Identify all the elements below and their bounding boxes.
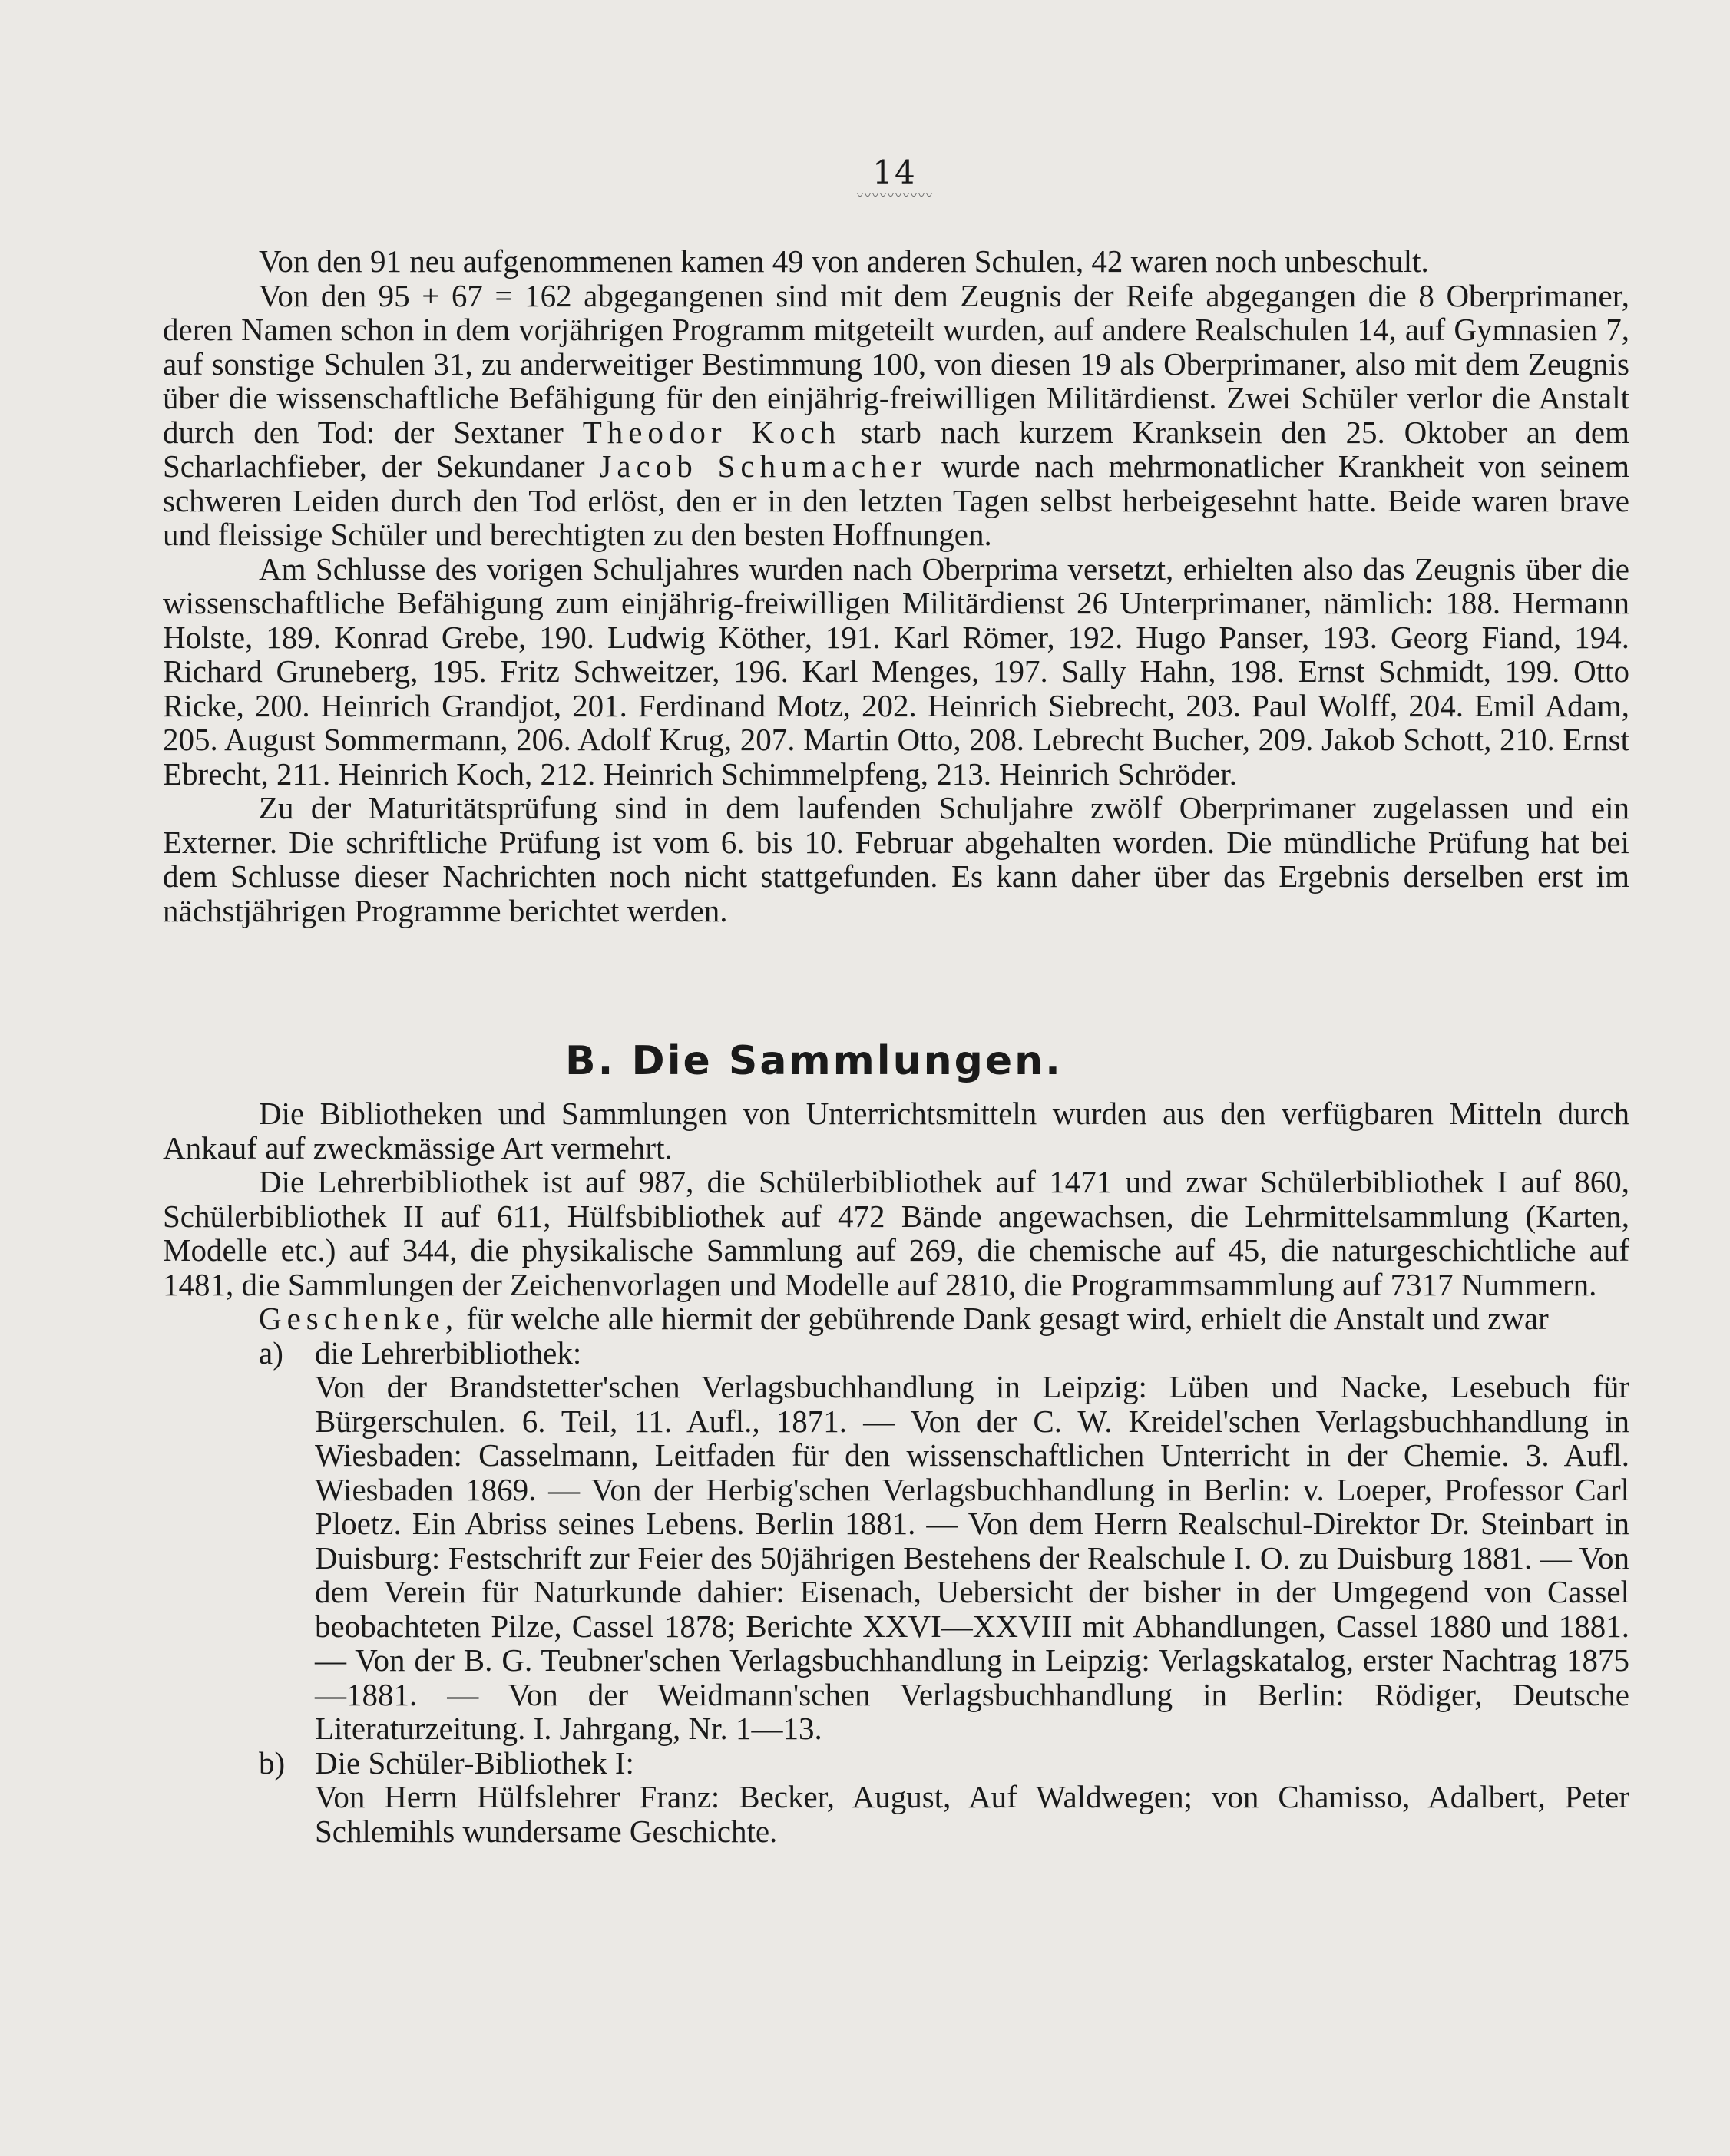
paragraph-libraries: Die Bibliotheken und Sammlungen von Unterrichtsmitteln wurden aus den verfügbaren Mitteln durch Ankauf auf zweckmässige Art vermehrt. (163, 1096, 1629, 1166)
departures-text-2: starb nach kurzem Kranksein den 25. Oktober an dem Scharlachfieber, der Sekundaner (163, 414, 1630, 484)
section-a-text (163, 244, 1629, 928)
list-item-teacher-library (163, 1336, 1629, 1746)
list-item-student-library (163, 1746, 1629, 1849)
list-item-a-head: die Lehrerbibliothek: (315, 1334, 582, 1371)
list-marker-a: a) (259, 1334, 283, 1371)
section-b-text (163, 1096, 1629, 1848)
page-number-ornament: 〰〰〰〰〰 (856, 186, 933, 204)
paragraph-promotions: Am Schlusse des vorigen Schuljahres wurden nach Oberprima versetzt, erhielten also das Zeugnis über die wissenschaftliche Befähigung zum einjährig-freiwilligen Militärdienst 26 Unterprimaner, nämlich: 188. Hermann Holste, 189. Konrad Grebe, 190. Ludwig Köther, 191. Karl Römer, 192. Hugo Panser, 193. Georg Fiand, 194. Richard Gruneberg, 195. Fritz Schweitzer, 196. Karl Menges, 197. Sally Hahn, 198. Ernst Schmidt, 199. Otto Ricke, 200. Heinrich Grandjot, 201. Ferdinand Motz, 202. Heinrich Siebrecht, 203. Paul Wolff, 204. Emil Adam, 205. August Sommermann, 206. Adolf Krug, 207. Martin Otto, 208. Lebrecht Bucher, 209. Jakob Schott, 210. Ernst Ebrecht, 211. Heinrich Koch, 212. Heinrich Schimmelpfeng, 213. Heinrich Schröder. (163, 551, 1629, 792)
paragraph-departures (163, 279, 1629, 552)
list-item-b-body: Von Herrn Hülfslehrer Franz: Becker, August, Auf Waldwegen; von Chamisso, Adalbert, Peter Schlemihls wundersame Geschichte. (315, 1779, 1629, 1849)
paragraph-library-counts: Die Lehrerbibliothek ist auf 987, die Schülerbibliothek auf 1471 und zwar Schülerbibliothek I auf 860, Schülerbibliothek II auf 611, Hülfsbibliothek auf 472 Bände angewachsen, die Lehrmittelsammlung (Karten, Modelle etc.) auf 344, die physikalische Sammlung auf 269, die chemische auf 45, die naturgeschichtliche auf 1481, die Sammlungen der Zeichenvorlagen und Modelle auf 2810, die Programmsammlung auf 7317 Nummern. (163, 1164, 1629, 1302)
deceased-name-1: Theodor Koch (582, 414, 842, 450)
gifts-keyword: Geschenke, (259, 1301, 459, 1336)
list-item-a-body: Von der Brandstetter'schen Verlagsbuchhandlung in Leipzig: Lüben und Nacke, Lesebuch für Bürgerschulen. 6. Teil, 11. Aufl., 1871. — Von der C. W. Kreidel'schen Verlagsbuchhandlung in Wiesbaden: Casselmann, Leitfaden für den wissenschaftlichen Unterricht in der Chemie. 3. Aufl. Wiesbaden 1869. — Von der Herbig'schen Verlagsbuchhandlung in Berlin: v. Loeper, Professor Carl Ploetz. Ein Abriss seines Lebens. Berlin 1881. — Von dem Herrn Realschul-Direktor Dr. Steinbart in Duisburg: Festschrift zur Feier des 50jährigen Bestehens der Realschule I. O. zu Duisburg 1881. — Von dem Verein für Naturkunde dahier: Eisenach, Uebersicht der bisher in der Umgegend von Cassel beobachteten Pilze, Cassel 1878; Berichte XXVI—XXVIII mit Abhandlungen, Cassel 1880 und 1881. — Von der B. G. Teubner'schen Verlagsbuchhandlung in Leipzig: Verlagskatalog, erster Nachtrag 1875—1881. — Von der Weidmann'schen Verlagsbuchhandlung in Berlin: Rödiger, Deutsche Literaturzeitung. I. Jahrgang, Nr. 1—13. (315, 1369, 1629, 1746)
gifts-text: für welche alle hiermit der gebührende Dank gesagt wird, erhielt die Anstalt und zwar (466, 1301, 1549, 1336)
page-number: 14 (872, 154, 917, 191)
paragraph-new-students: Von den 91 neu aufgenommenen kamen 49 von anderen Schulen, 42 waren noch unbeschult. (259, 243, 1429, 279)
departures-text-3: wurde nach mehrmonatlicher Krankheit von seinem schweren Leiden durch den Tod erlöst, den er in den letzten Tagen selbst herbeigesehnt hatte. Beide waren brave und fleissige Schüler und berechtigten zu den besten Hoffnungen. (163, 448, 1630, 552)
departures-text-1: Von den 95 + 67 = 162 abgegangenen sind mit dem Zeugnis der Reife abgegangen die 8 Oberprimaner, deren Namen schon in dem vorjährigen Programm mitgeteilt wurden, auf andere Realschulen 14, auf Gymnasien 7, auf sonstige Schulen 31, zu anderweitiger Bestimmung 100, von diesen 19 als Oberprimaner, also mit dem Zeugnis über die wissenschaftliche Befähigung für den einjährig-freiwilligen Militärdienst. Zwei Schüler verlor die Anstalt durch den Tod: der Sextaner (163, 277, 1629, 450)
paragraph-gifts (163, 1301, 1629, 1336)
list-marker-b: b) (259, 1744, 286, 1781)
paragraph-maturity-exam: Zu der Maturitätsprüfung sind in dem laufenden Schuljahre zwölf Oberprimaner zugelassen und ein Externer. Die schriftliche Prüfung ist vom 6. bis 10. Februar abgehalten worden. Die mündliche Prüfung hat bei dem Schlusse dieser Nachrichten noch nicht stattgefunden. Es kann daher über das Ergebnis derselben erst im nächstjährigen Programme berichtet werden. (163, 790, 1629, 928)
section-heading-collections: B. Die Sammlungen. (565, 1038, 1063, 1084)
deceased-name-2: Jacob Schumacher (599, 448, 928, 484)
list-item-b-head: Die Schüler-Bibliothek I: (315, 1744, 634, 1781)
